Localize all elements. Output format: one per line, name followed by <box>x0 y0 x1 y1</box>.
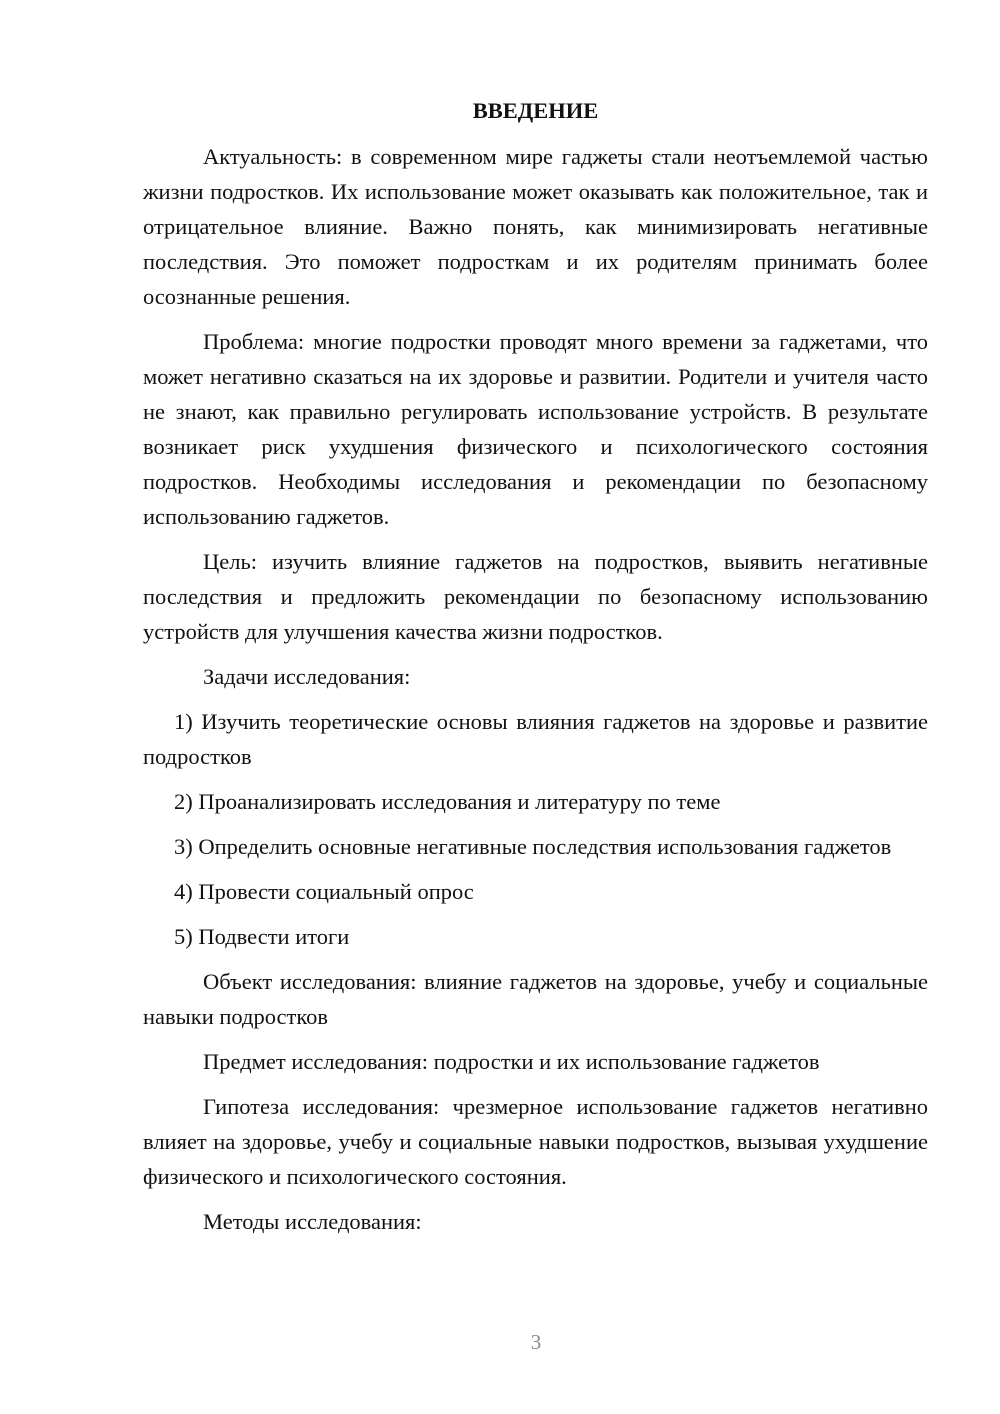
task-item: 5) Подвести итоги <box>174 924 350 949</box>
page-number: 3 <box>530 1330 542 1354</box>
task-item: 2) Проанализировать исследования и литературу по теме <box>174 789 721 814</box>
paragraph-object: Объект исследования: влияние гаджетов на здоровье, учебу и социальные навыки подростков <box>143 969 928 1029</box>
task-item: 1) Изучить теоретические основы влияния гаджетов на здоровье и развитие подростков <box>143 709 928 769</box>
methods-heading: Методы исследования: <box>203 1209 422 1234</box>
paragraph-goal: Цель: изучить влияние гаджетов на подростков, выявить негативные последствия и предложить рекомендации по безопасному использованию устройств для улучшения качества жизни подростков. <box>143 549 928 644</box>
page-title: ВВЕДЕНИЕ <box>472 98 599 123</box>
paragraph-relevance: Актуальность: в современном мире гаджеты стали неотъемлемой частью жизни подростков. Их использование может оказывать как положительное, так и отрицательное влияние. Важно понять, как минимизировать негативные последствия. Это поможет подросткам и их родителям принимать более осознанные решения. <box>143 144 928 309</box>
tasks-heading: Задачи исследования: <box>203 664 411 689</box>
page-content <box>143 93 928 1249</box>
paragraph-hypothesis: Гипотеза исследования: чрезмерное использование гаджетов негативно влияет на здоровье, учебу и социальные навыки подростков, вызывая ухудшение физического и психологического состояния. <box>143 1094 928 1189</box>
task-item: 4) Провести социальный опрос <box>174 879 474 904</box>
paragraph-subject: Предмет исследования: подростки и их использование гаджетов <box>203 1049 820 1074</box>
task-item: 3) Определить основные негативные последствия использования гаджетов <box>174 834 892 859</box>
paragraph-problem: Проблема: многие подростки проводят много времени за гаджетами, что может негативно сказаться на их здоровье и развитии. Родители и учителя часто не знают, как правильно регулировать использование устройств. В результате возникает риск ухудшения физического и психологического состояния подростков. Необходимы исследования и рекомендации по безопасному использованию гаджетов. <box>143 329 928 529</box>
